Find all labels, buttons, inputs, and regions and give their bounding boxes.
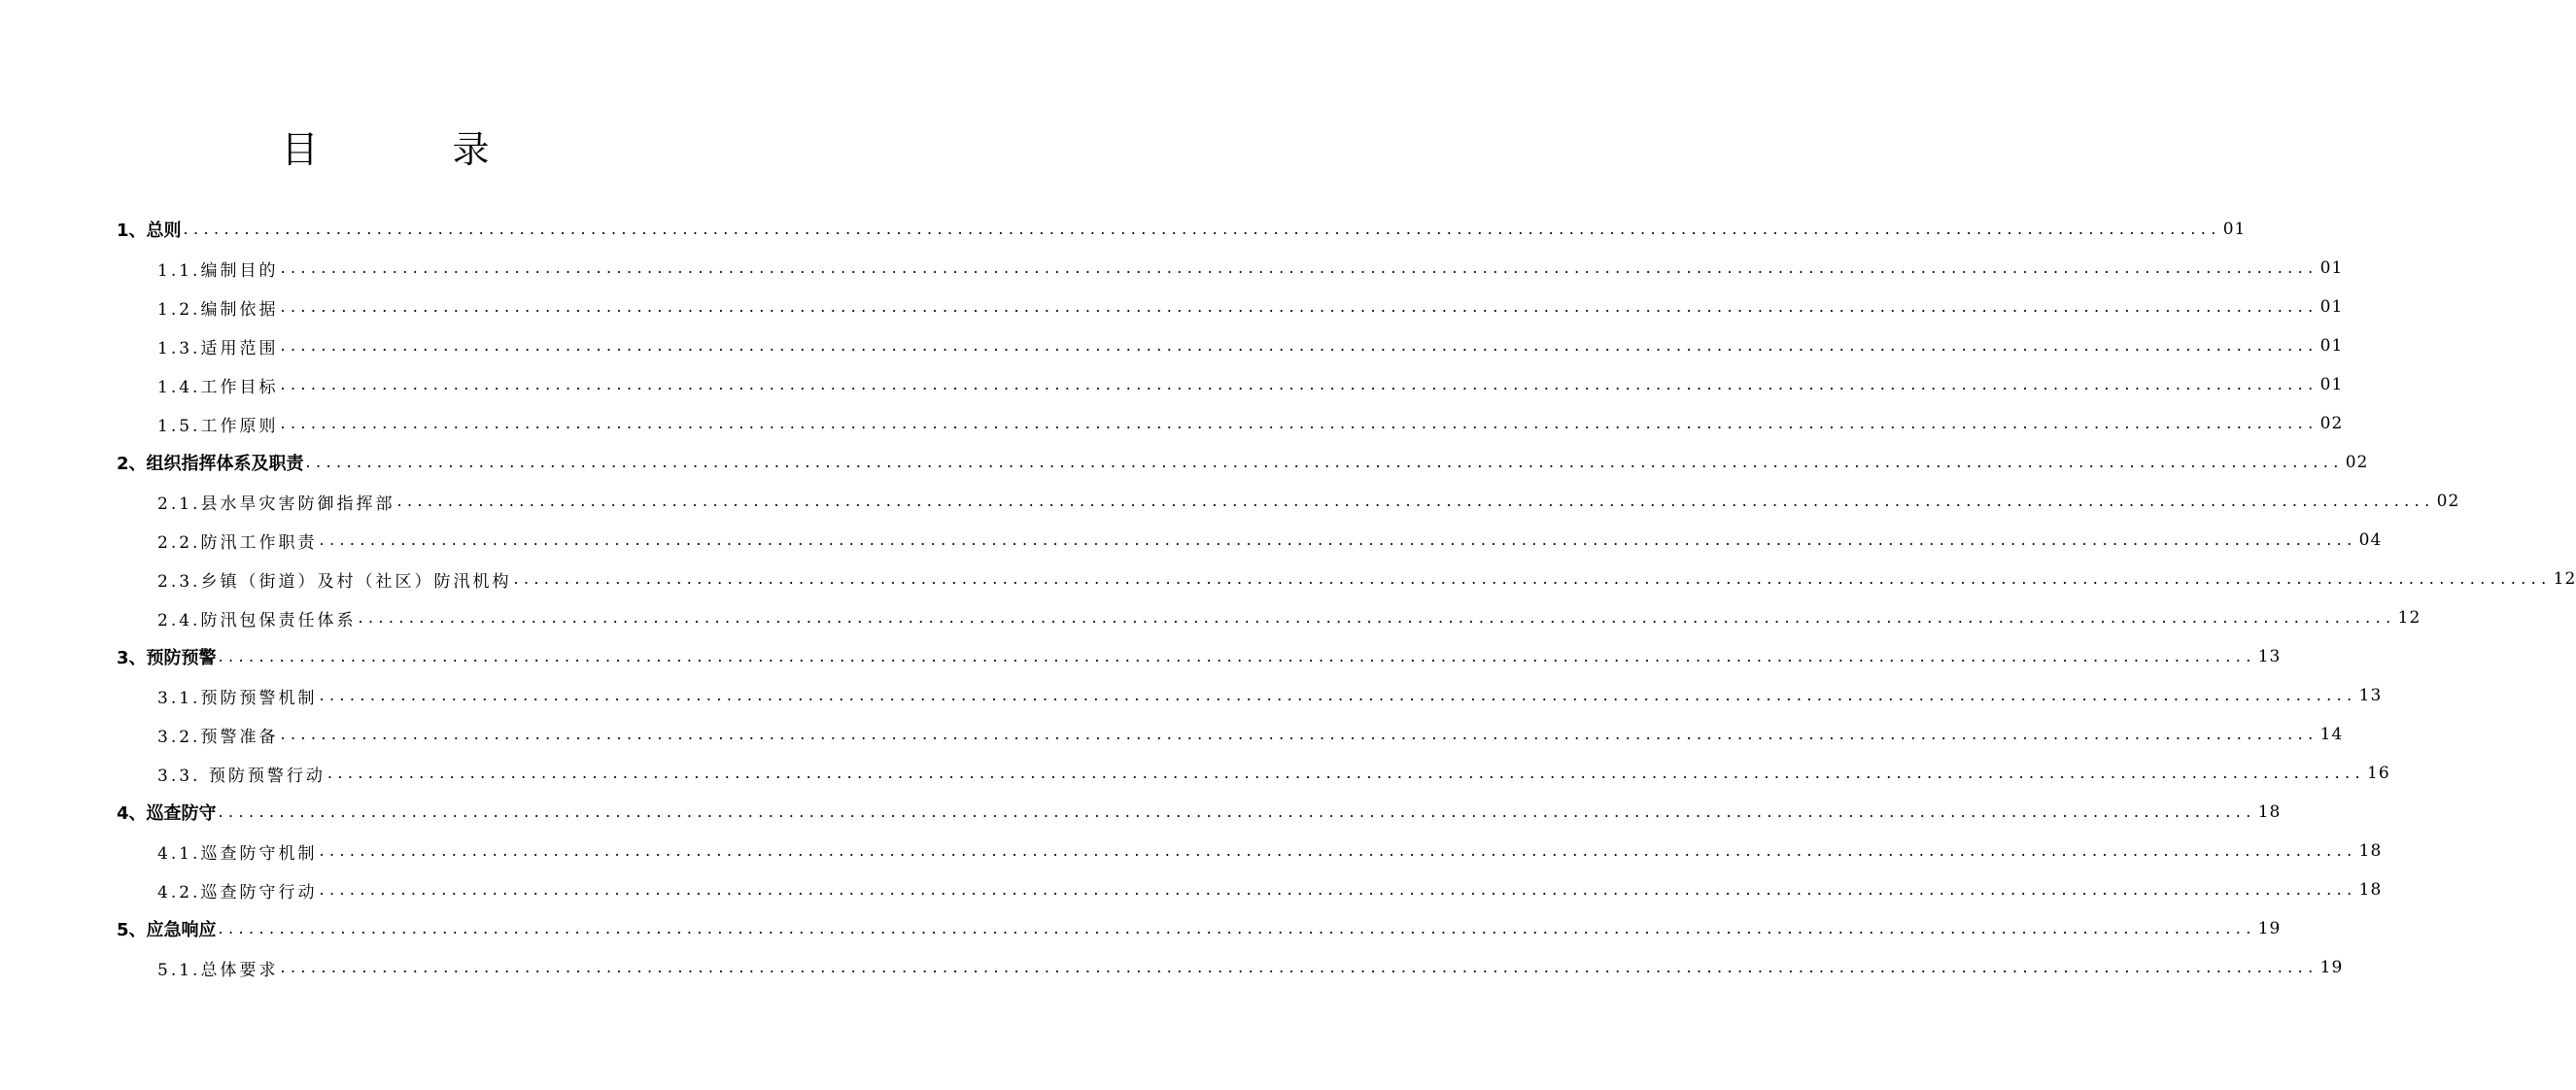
toc-page-number: 19: [2257, 919, 2282, 938]
toc-entry-label: 2.3.乡镇（街道）及村（社区）防汛机构: [157, 571, 512, 592]
toc-dot-leader: ........................................................................................................................................................................................................: [513, 569, 2552, 588]
toc-subsection-entry[interactable]: [157, 598, 2421, 637]
toc-subsection-entry[interactable]: [157, 948, 2344, 987]
toc-entry-label: 3.1.预防预警机制: [157, 688, 318, 708]
toc-page-number: 18: [2257, 802, 2282, 822]
toc-subsection-entry[interactable]: [157, 715, 2344, 754]
toc-dot-leader: ........................................................................................................................................................................................................: [326, 764, 2366, 782]
toc-entry-label: 1.4.工作目标: [157, 377, 279, 397]
toc-subsection-entry[interactable]: [157, 560, 2576, 598]
toc-dot-leader: ........................................................................................................................................................................................................: [319, 686, 2357, 704]
toc-subsection-entry[interactable]: [157, 832, 2383, 870]
toc-page-number: 01: [2319, 297, 2344, 317]
toc-subsection-entry[interactable]: [157, 482, 2460, 521]
toc-entry-label: 2.1.县水旱灾害防御指挥部: [157, 494, 395, 514]
toc-page-number: 01: [2222, 220, 2247, 239]
toc-page-number: 12: [2397, 608, 2421, 628]
toc-page-number: 02: [2436, 492, 2460, 511]
toc-dot-leader: ........................................................................................................................................................................................................: [280, 375, 2318, 393]
toc-dot-leader: ........................................................................................................................................................................................................: [319, 880, 2357, 899]
toc-entry-label: 2.2.防汛工作职责: [157, 532, 318, 553]
toc-page-number: 02: [2319, 414, 2344, 433]
toc-page-number: 01: [2319, 258, 2344, 278]
toc-dot-leader: ........................................................................................................................................................................................................: [183, 220, 2221, 238]
toc-page-number: 18: [2358, 880, 2383, 900]
toc-subsection-entry[interactable]: [157, 365, 2344, 404]
page-title: 目 录: [281, 128, 538, 171]
toc-page-number: 13: [2358, 686, 2383, 705]
toc-dot-leader: ........................................................................................................................................................................................................: [396, 492, 2435, 510]
toc-subsection-entry[interactable]: [157, 870, 2383, 909]
toc-dot-leader: ........................................................................................................................................................................................................: [319, 530, 2357, 549]
toc-subsection-entry[interactable]: [157, 249, 2344, 288]
toc-section-entry[interactable]: [117, 909, 2282, 948]
toc-subsection-entry[interactable]: [157, 521, 2383, 560]
toc-page-number: 19: [2319, 958, 2344, 977]
toc-page-number: 12: [2553, 569, 2576, 589]
toc-dot-leader: ........................................................................................................................................................................................................: [218, 647, 2256, 665]
toc-entry-label: 2、组织指挥体系及职责: [117, 454, 304, 474]
toc-entry-label: 2.4.防汛包保责任体系: [157, 610, 357, 630]
toc-page-number: 14: [2319, 725, 2344, 744]
toc-dot-leader: ........................................................................................................................................................................................................: [218, 919, 2256, 937]
toc-section-entry[interactable]: [117, 443, 2369, 482]
toc-dot-leader: ........................................................................................................................................................................................................: [305, 453, 2344, 471]
toc-entry-label: 1、总则: [117, 221, 182, 241]
toc-entry-label: 1.1.编制目的: [157, 260, 279, 281]
toc-entry-label: 5.1.总体要求: [157, 960, 279, 980]
toc-dot-leader: ........................................................................................................................................................................................................: [280, 297, 2318, 316]
toc-subsection-entry[interactable]: [157, 326, 2344, 365]
toc-page-number: 18: [2358, 841, 2383, 861]
toc-entry-label: 3.3. 预防预警行动: [157, 766, 326, 786]
toc-dot-leader: ........................................................................................................................................................................................................: [280, 414, 2318, 432]
toc-entry-label: 1.2.编制依据: [157, 299, 279, 320]
toc-section-entry[interactable]: [117, 793, 2282, 832]
toc-page-number: 13: [2257, 647, 2282, 666]
toc-dot-leader: ........................................................................................................................................................................................................: [358, 608, 2396, 627]
toc-dot-leader: ........................................................................................................................................................................................................: [280, 725, 2318, 743]
toc-subsection-entry[interactable]: [157, 754, 2390, 793]
toc-entry-label: 4.2.巡查防守行动: [157, 882, 318, 903]
toc-subsection-entry[interactable]: [157, 288, 2344, 326]
toc-dot-leader: ........................................................................................................................................................................................................: [319, 841, 2357, 860]
toc-dot-leader: ........................................................................................................................................................................................................: [280, 958, 2318, 976]
toc-page-number: 16: [2367, 764, 2390, 783]
toc-entry-label: 4.1.巡查防守机制: [157, 843, 318, 864]
toc-dot-leader: ........................................................................................................................................................................................................: [280, 336, 2318, 355]
toc-page-number: 04: [2358, 530, 2383, 550]
toc-entry-label: 4、巡查防守: [117, 803, 217, 824]
toc-section-entry[interactable]: [117, 637, 2282, 676]
toc-section-entry[interactable]: [117, 210, 2247, 249]
toc-subsection-entry[interactable]: [157, 676, 2383, 715]
toc-entry-label: 1.3.适用范围: [157, 338, 279, 358]
toc-entry-label: 5、应急响应: [117, 920, 217, 940]
toc-page-number: 01: [2319, 375, 2344, 394]
toc-dot-leader: ........................................................................................................................................................................................................: [280, 258, 2318, 277]
toc-entry-label: 3、预防预警: [117, 648, 217, 668]
toc-entry-label: 1.5.工作原则: [157, 416, 279, 436]
toc-entry-label: 3.2.预警准备: [157, 727, 279, 747]
toc-page-number: 01: [2319, 336, 2344, 356]
toc-subsection-entry[interactable]: [157, 404, 2344, 443]
toc-page-number: 02: [2345, 453, 2369, 472]
toc-dot-leader: ........................................................................................................................................................................................................: [218, 802, 2256, 821]
